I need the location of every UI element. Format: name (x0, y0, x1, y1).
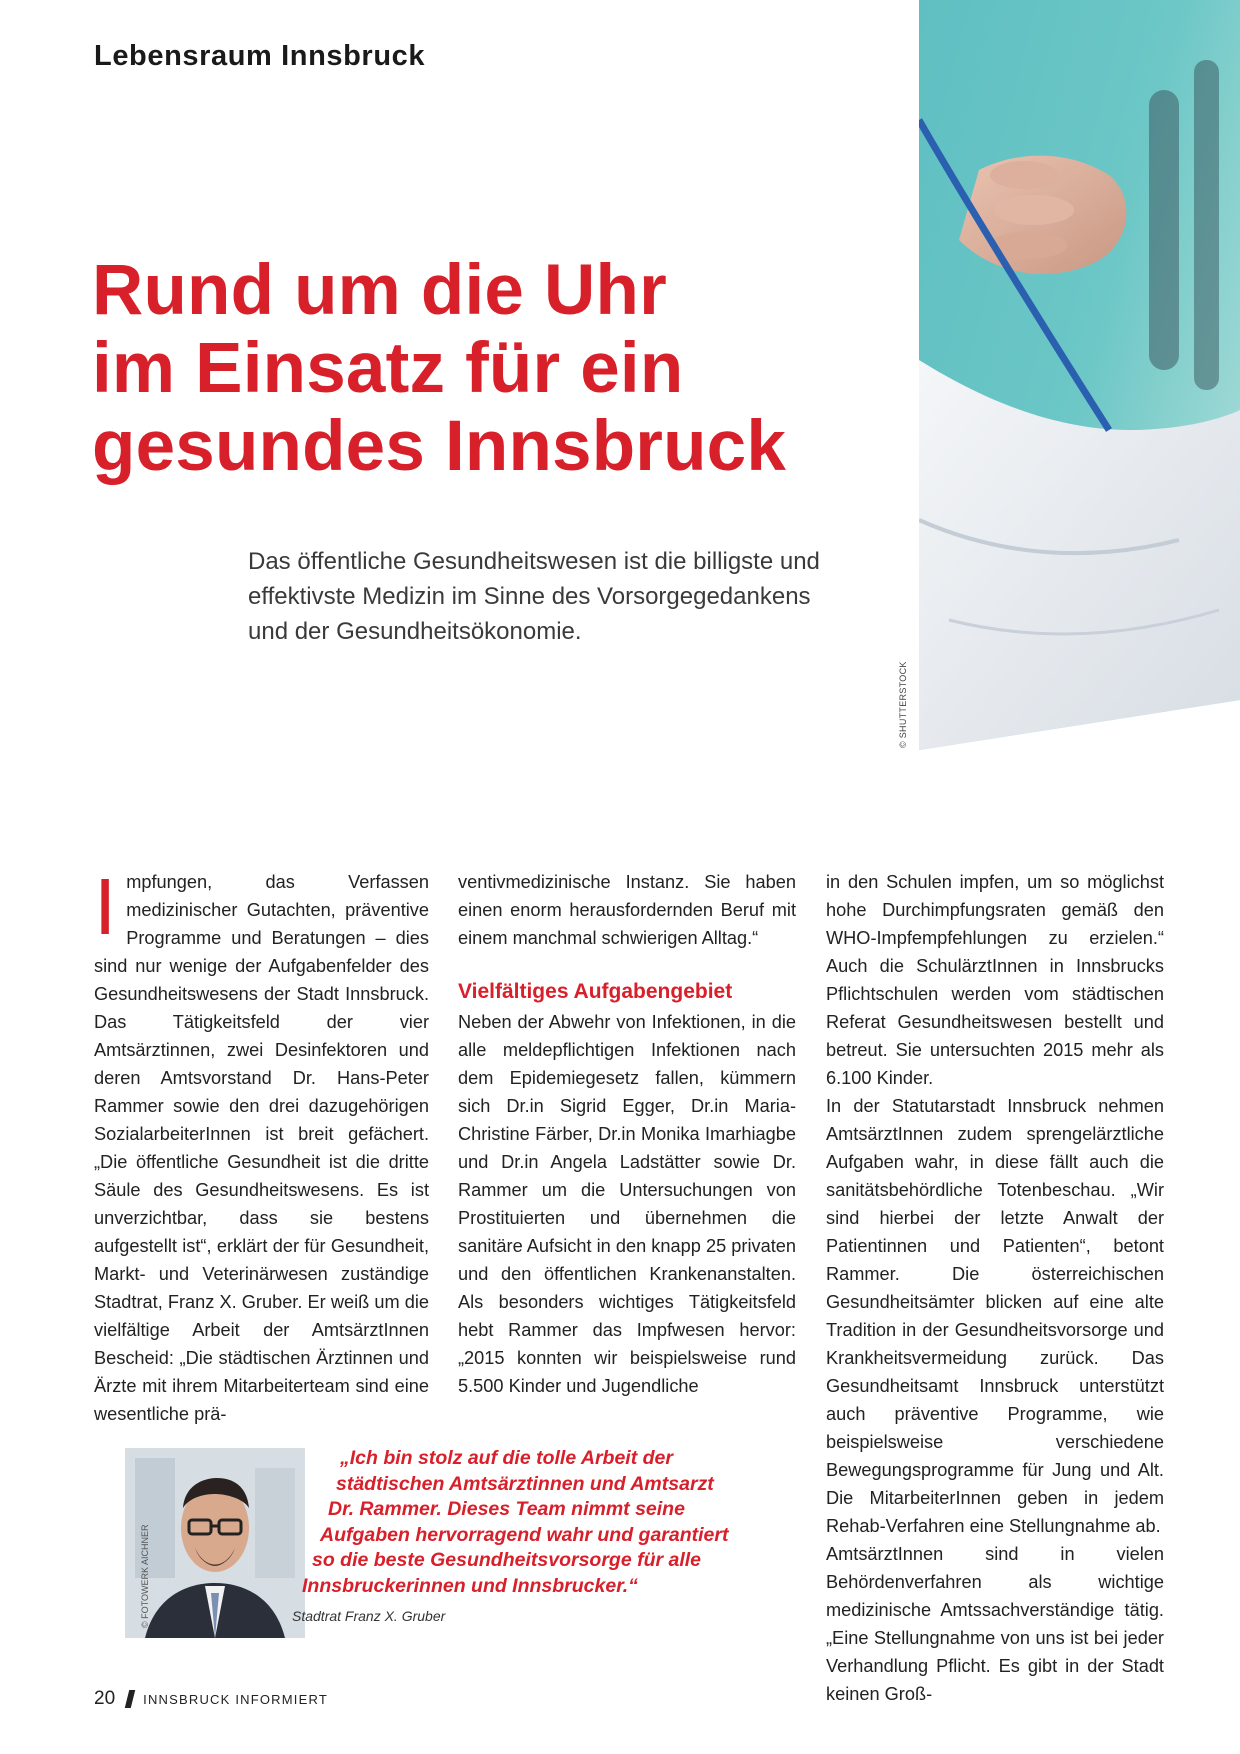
headline (92, 252, 852, 486)
photo-credit: © SHUTTERSTOCK (898, 661, 908, 748)
article-text: In der Statutarstadt Innsbruck nehmen AmtsärztInnen zudem sprengelärztliche Aufgaben wahr, in diese fällt auch die sanitätsbehördliche Totenbeschau. „Wir sind hierbei der letzte Anwalt der Patientinnen und Patienten“, betont Rammer. Die österreichischen Gesundheitsämter blicken auf eine alte Tradition in der Gesundheitsvorsorge und Krankheitsvermeidung zurück. Das Gesundheitsamt Innsbruck unterstützt auch präventive Programme, wie beispielsweise verschiedene Bewegungsprogramme für Jung und Alt. Die MitarbeiterInnen geben in jedem Rehab-Verfahren eine Stellungnahme ab. (826, 1096, 1164, 1536)
page-number: 20 (94, 1688, 116, 1709)
lead-paragraph (248, 544, 888, 649)
portrait-credit: © FOTOWERK AICHNER (140, 1524, 150, 1628)
lead-line: und der Gesundheitsökonomie. (248, 618, 582, 645)
article-column-3 (826, 868, 1164, 1708)
drop-cap: I (94, 862, 117, 951)
headline-line: gesundes Innsbruck (92, 407, 787, 486)
headline-line: im Einsatz für ein (92, 329, 684, 408)
headline-line: Rund um die Uhr (92, 251, 667, 330)
section-label: Lebensraum Innsbruck (94, 40, 426, 72)
portrait-photo (125, 1448, 305, 1638)
article-text: in den Schulen impfen, um so möglichst hohe Durchimpfungsraten gemäß den WHO-Impfempfehlungen zu erzielen.“ Auch die SchulärztInnen in Innsbrucks Pflichtschulen werden vom städtischen Referat Gesundheitswesen bestellt und betreut. Sie untersuchten 2015 mehr als 6.100 Kinder. (826, 872, 1164, 1088)
magazine-name: INNSBRUCK INFORMIERT (143, 1691, 328, 1707)
article-column-1 (94, 862, 429, 1428)
article-text: Neben der Abwehr von Infektionen, in die alle meldepflichtigen Infektionen nach dem Epidemiegesetz fallen, kümmern sich Dr.in Sigrid Egger, Dr.in Maria-Christine Färber, Dr.in Monika Imarhiagbe und Dr.in Angela Ladstätter sowie Dr. Rammer um die Untersuchungen von Prostituierten und übernehmen die sanitäre Aufsicht in den knapp 25 privaten und den öffentlichen Krankenanstalten. Als besonders wichtiges Tätigkeitsfeld hebt Rammer das Impfwesen hervor: „2015 konnten wir beispielsweise rund 5.500 Kinder und Jugendliche (458, 1012, 796, 1396)
footer-divider (125, 1690, 135, 1708)
quote-line: Innsbruckerinnen und Innsbrucker.“ (302, 1574, 638, 1597)
quote-line: „Ich bin stolz auf die tolle Arbeit der (340, 1447, 673, 1469)
page-footer (94, 1688, 328, 1710)
lead-line: Das öffentliche Gesundheitswesen ist die billigste und (248, 548, 820, 575)
article-subheading: Vielfältiges Aufgabengebiet (458, 980, 733, 1003)
quote-line: städtischen Amtsärztinnen und Amtsarzt (336, 1472, 714, 1495)
quote-line: so die beste Gesundheitsvorsorge für alle (312, 1549, 702, 1572)
quote-line: Aufgaben hervorragend wahr und garantiert (320, 1523, 729, 1546)
doctor-stethoscope-photo (919, 0, 1240, 750)
lead-line: effektivste Medizin im Sinne des Vorsorgegedankens (248, 583, 811, 610)
article-text: mpfungen, das Verfassen medizinischer Gutachten, präventive Programme und Beratungen – dies sind nur wenige der Aufgabenfelder des Gesundheitswesens der Stadt Innsbruck. Das Tätigkeitsfeld der vier Amtsärztinnen, zwei Desinfektoren und deren Amtsvorstand Dr. Hans-Peter Rammer sowie den drei dazugehörigen SozialarbeiterInnen ist breit gefächert. „Die öffentliche Gesundheit ist die dritte Säule des Gesundheitswesens. Es ist unverzichtbar, dass sie bestens aufgestellt ist“, erklärt der für Gesundheit, Markt- und Veterinärwesen zuständige Stadtrat, Franz X. Gruber. Er weiß um die vielfältige Arbeit der AmtsärztInnen Bescheid: „Die städtischen Ärztinnen und Ärzte mit ihrem Mitarbeiterteam sind eine wesentliche prä- (94, 872, 429, 1424)
article-column-2 (458, 868, 796, 1400)
quote-author: Stadtrat Franz X. Gruber (292, 1608, 446, 1624)
article-text: AmtsärztInnen sind in vielen Behördenverfahren als wichtige medizinische Amtssachverständige tätig. „Eine Stellungnahme von uns ist bei jeder Verhandlung Pflicht. Es gibt in der Stadt keinen Groß- (826, 1544, 1164, 1704)
article-text: ventivmedizinische Instanz. Sie haben einen enorm herausfordernden Beruf mit einem manchmal schwierigen Alltag.“ (458, 872, 796, 948)
pull-quote (300, 1446, 729, 1600)
quote-line: Dr. Rammer. Dieses Team nimmt seine (328, 1498, 685, 1521)
